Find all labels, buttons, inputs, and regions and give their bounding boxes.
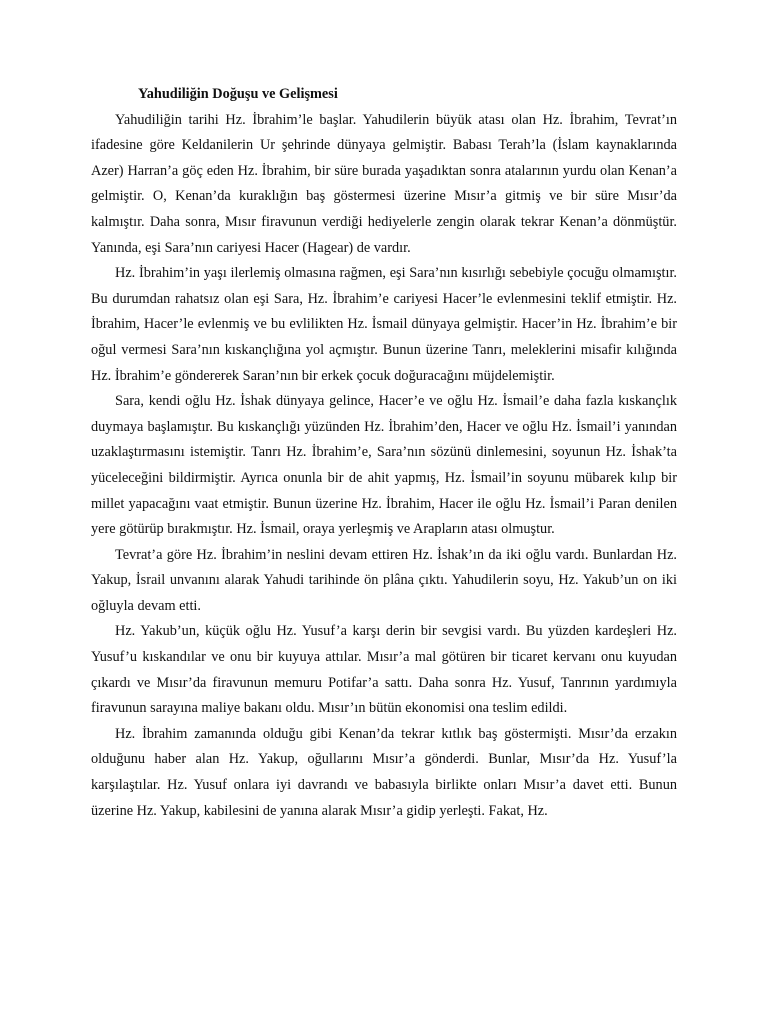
section-heading: Yahudiliğin Doğuşu ve Gelişmesi xyxy=(138,86,338,102)
paragraph-2: Hz. İbrahim’in yaşı ilerlemiş olmasına rağmen, eşi Sara’nın kısırlığı sebebiyle çocuğu olmamıştır. Bu durumdan rahatsız olan eşi Sara, Hz. İbrahim’e cariyesi Hacer’le evlenmesini teklif etmiştir. Hz. İbrahim, Hacer’le evlenmiş ve bu evlilikten Hz. İsmail dünyaya gelmiştir. Hacer’in Hz. İbrahim’e bir oğul vermesi Sara’nın kıskançlığına yol açmıştır. Bunun üzerine Tanrı, meleklerini misafir kılığında Hz. İbrahim’e göndererek Saran’nın bir erkek çocuk doğuracağını müjdelemiştir. xyxy=(91,265,677,384)
paragraph-5: Hz. Yakub’un, küçük oğlu Hz. Yusuf’a karşı derin bir sevgisi vardı. Bu yüzden kardeşleri Hz. Yusuf’u kıskandılar ve onu bir kuyuya attılar. Mısır’a mal götüren bir ticaret kervanı onu kuyudan çıkardı ve Mısır’da firavunun memuru Potifar’a sattı. Daha sonra Hz. Yusuf, Tanrının yardımıyla firavunun sarayına maliye bakanı oldu. Mısır’ın bütün ekonomisi ona teslim edildi. xyxy=(91,623,677,717)
paragraph-3: Sara, kendi oğlu Hz. İshak dünyaya gelince, Hacer’e ve oğlu Hz. İsmail’e daha fazla kıskançlık duymaya başlamıştır. Bu kıskançlığı yüzünden Hz. İbrahim’den, Hacer ve oğlu Hz. İsmail’i yanından uzaklaştırmasını istemiştir. Tanrı Hz. İbrahim’e, Sara’nın sözünü dinlemesini, soyunun Hz. İshak’ta yüceleceğini bildirmiştir. Ayrıca onunla bir de ahit yapmış, Hz. İsmail’in soyunu mübarek kılıp bir millet yapacağını vaat etmiştir. Bunun üzerine Hz. İbrahim, Hacer ile oğlu Hz. İsmail’i Paran denilen yere götürüp bırakmıştır. Hz. İsmail, oraya yerleşmiş ve Arapların atası olmuştur. xyxy=(91,393,677,538)
document-page xyxy=(91,82,677,824)
paragraph-6: Hz. İbrahim zamanında olduğu gibi Kenan’da tekrar kıtlık baş göstermişti. Mısır’da erzakın olduğunu haber alan Hz. Yakup, oğullarını Mısır’a gönderdi. Bunlar, Mısır’da Hz. Yusuf’la karşılaştılar. Hz. Yusuf onlara iyi davrandı ve babasıyla birlikte onları Mısır’a davet etti. Bunun üzerine Hz. Yakup, kabilesini de yanına alarak Mısır’a gidip yerleşti. Fakat, Hz. xyxy=(91,725,677,819)
paragraph-4: Tevrat’a göre Hz. İbrahim’in neslini devam ettiren Hz. İshak’ın da iki oğlu vardı. Bunlardan Hz. Yakup, İsrail unvanını alarak Yahudi tarihinde ön plâna çıktı. Yahudilerin soyu, Hz. Yakub’un on iki oğluyla devam etti. xyxy=(91,546,677,614)
paragraph-1: Yahudiliğin tarihi Hz. İbrahim’le başlar. Yahudilerin büyük atası olan Hz. İbrahim, Tevrat’ın ifadesine göre Keldanilerin Ur şehrinde dünyaya gelmiştir. Babası Terah’la (İslam kaynaklarında Azer) Harran’a göç eden Hz. İbrahim, bir süre burada yaşadıktan sonra atalarının yurdu olan Kenan’a gelmiştir. O, Kenan’da kuraklığın baş göstermesi üzerine Mısır’a gitmiş ve bir süre Mısır’da kalmıştır. Daha sonra, Mısır firavunun verdiği hediyelerle zengin olarak tekrar Kenan’a dönmüştür. Yanında, eşi Sara’nın cariyesi Hacer (Hagear) de vardır. xyxy=(91,111,677,256)
